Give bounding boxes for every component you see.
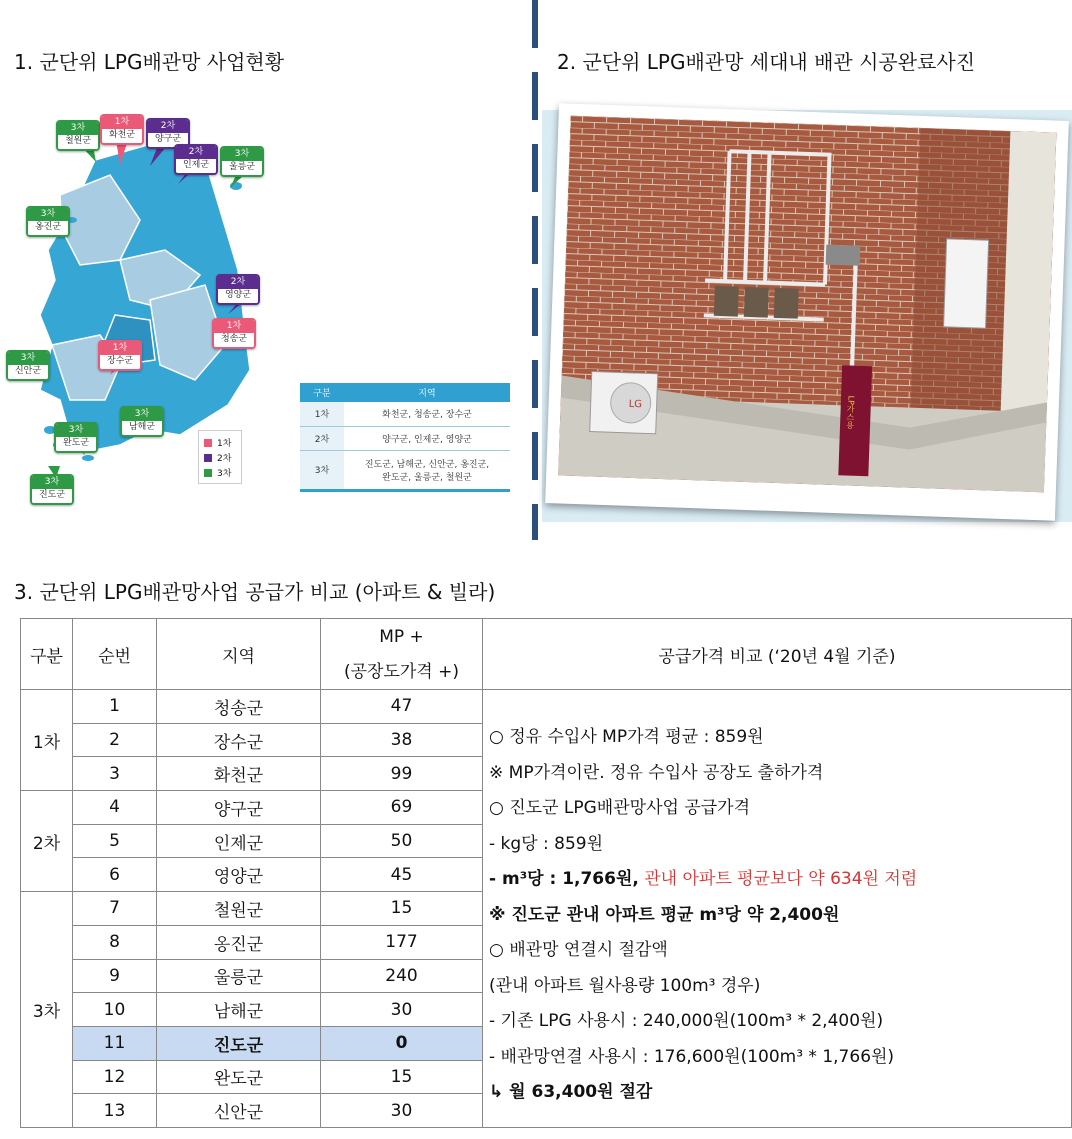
price-comparison-note: ○ 정유 수입사 MP가격 평균 : 859원 ※ MP가격이란. 정유 수입사 공장도 출하가격 ○ 진도군 LPG배관망사업 공급가격 - kg당 : 859원 - m³당 : 1,766원, 관내 아파트 평균보다 약 634원 저렴 ※ 진도군 관내 아파트 평균 m³당 약 2,400원 ○ 배관망 연결시 절감액 (관내 아파트 월사용량 100m³ 경우) - 기존 LPG 사용시 : 240,000원(100m³ * 2,400원) - 배관망연결 사용시 : 176,600원(100m³ * 1,766원) ↳ 월 63,400원 절감: [483, 690, 1072, 1128]
highlighted-row-jindo: 11 진도군 0: [21, 1026, 1072, 1060]
supply-price-table: [20, 618, 1072, 1128]
brick-building-photo: [558, 116, 1056, 493]
badge-hwacheon: 1차 화천군: [100, 114, 144, 145]
header-region: 지역: [157, 619, 321, 690]
header-group: 구분: [21, 619, 73, 690]
legend-swatch-1: [204, 439, 212, 447]
group-cell: 3차: [21, 892, 73, 1128]
installation-photo: [545, 103, 1069, 521]
header-mp: MP + (공장도가격 +): [321, 619, 483, 690]
table-row: 13 신안군 30: [21, 1094, 1072, 1128]
badge-yanggu: 2차 양구군: [146, 118, 190, 149]
legend-swatch-2: [204, 454, 212, 462]
badge-inje: 2차 인제군: [174, 144, 218, 175]
table-row: 9 울릉군 240: [21, 959, 1072, 993]
map-legend: 1차 2차 3차: [198, 430, 242, 484]
table-row: 8 옹진군 177: [21, 925, 1072, 959]
badge-sinan: 3차 신안군: [6, 350, 50, 381]
group-cell: 2차: [21, 791, 73, 892]
badge-namhae: 3차 남해군: [120, 406, 164, 437]
table-row: 3 화천군 99: [21, 757, 1072, 791]
table-row: 6 영양군 45: [21, 858, 1072, 892]
group-cell: 1차: [21, 690, 73, 791]
badge-ulleung: 3차 울릉군: [220, 146, 264, 177]
meter-label: LG: [628, 398, 643, 411]
header-note: 공급가격 비교 (‘20년 4월 기준): [483, 619, 1072, 690]
badge-cheongsong: 1차 청송군: [212, 318, 256, 349]
table-row: 10 남해군 30: [21, 993, 1072, 1027]
table-row: 2 장수군 38: [21, 723, 1072, 757]
badge-jangsu: 1차 장수군: [98, 340, 142, 371]
section-2-title: 2. 군단위 LPG배관망 세대내 배관 시공완료사진: [557, 50, 976, 74]
section-1-title: 1. 군단위 LPG배관망 사업현황: [14, 50, 285, 74]
table-row: 3차 7 철원군 15: [21, 892, 1072, 926]
section-3-title: 3. 군단위 LPG배관망사업 공급가 비교 (아파트 & 빌라): [14, 580, 496, 604]
table-row: 2차 4 양구군 69: [21, 791, 1072, 825]
project-status-map: [0, 100, 530, 530]
badge-wando: 3차 완도군: [54, 422, 98, 453]
badge-yeongyang: 2차 영양군: [216, 274, 260, 305]
table-row: 1차 1 청송군 47 ○ 정유 수입사 MP가격 평균 : 859원 ※ MP가격이란. 정유 수입사 공장도 출하가격 ○ 진도군 LPG배관망사업 공급가격 - kg당 : 859원 - m³당 : 1,766원, 관내 아파트 평균보다 약 634원 저렴 ※ 진도군 관내 아파트 평균 m³당 약 2,400원 ○ 배관망 연결시 절감액 (관내 아파트 월사용량 100m³ 경우) - 기존 LPG 사용시 : 240,000원(100m³ * 2,400원) - 배관망연결 사용시 : 176,600원(100m³ * 1,766원) ↳ 월 63,400원 절감: [21, 690, 1072, 724]
table-row: 5 인제군 50: [21, 824, 1072, 858]
gas-cabinet-label: LP가스용: [845, 395, 856, 430]
region-summary-table: 구분 지역 1차 화천군, 청송군, 장수군 2차 양구군, 인제군, 영양군 3차 진도군, 남해군, 신안군, 옹진군, 완도군, 울릉군, 철원군: [300, 383, 510, 492]
badge-ongjin: 3차 옹진군: [26, 206, 70, 237]
header-no: 순번: [73, 619, 157, 690]
badge-jindo: 3차 진도군: [30, 474, 74, 505]
table-row: 12 완도군 15: [21, 1060, 1072, 1094]
section-divider: [532, 0, 538, 540]
badge-cheorwon: 3차 철원군: [56, 120, 100, 151]
legend-swatch-3: [204, 469, 212, 477]
